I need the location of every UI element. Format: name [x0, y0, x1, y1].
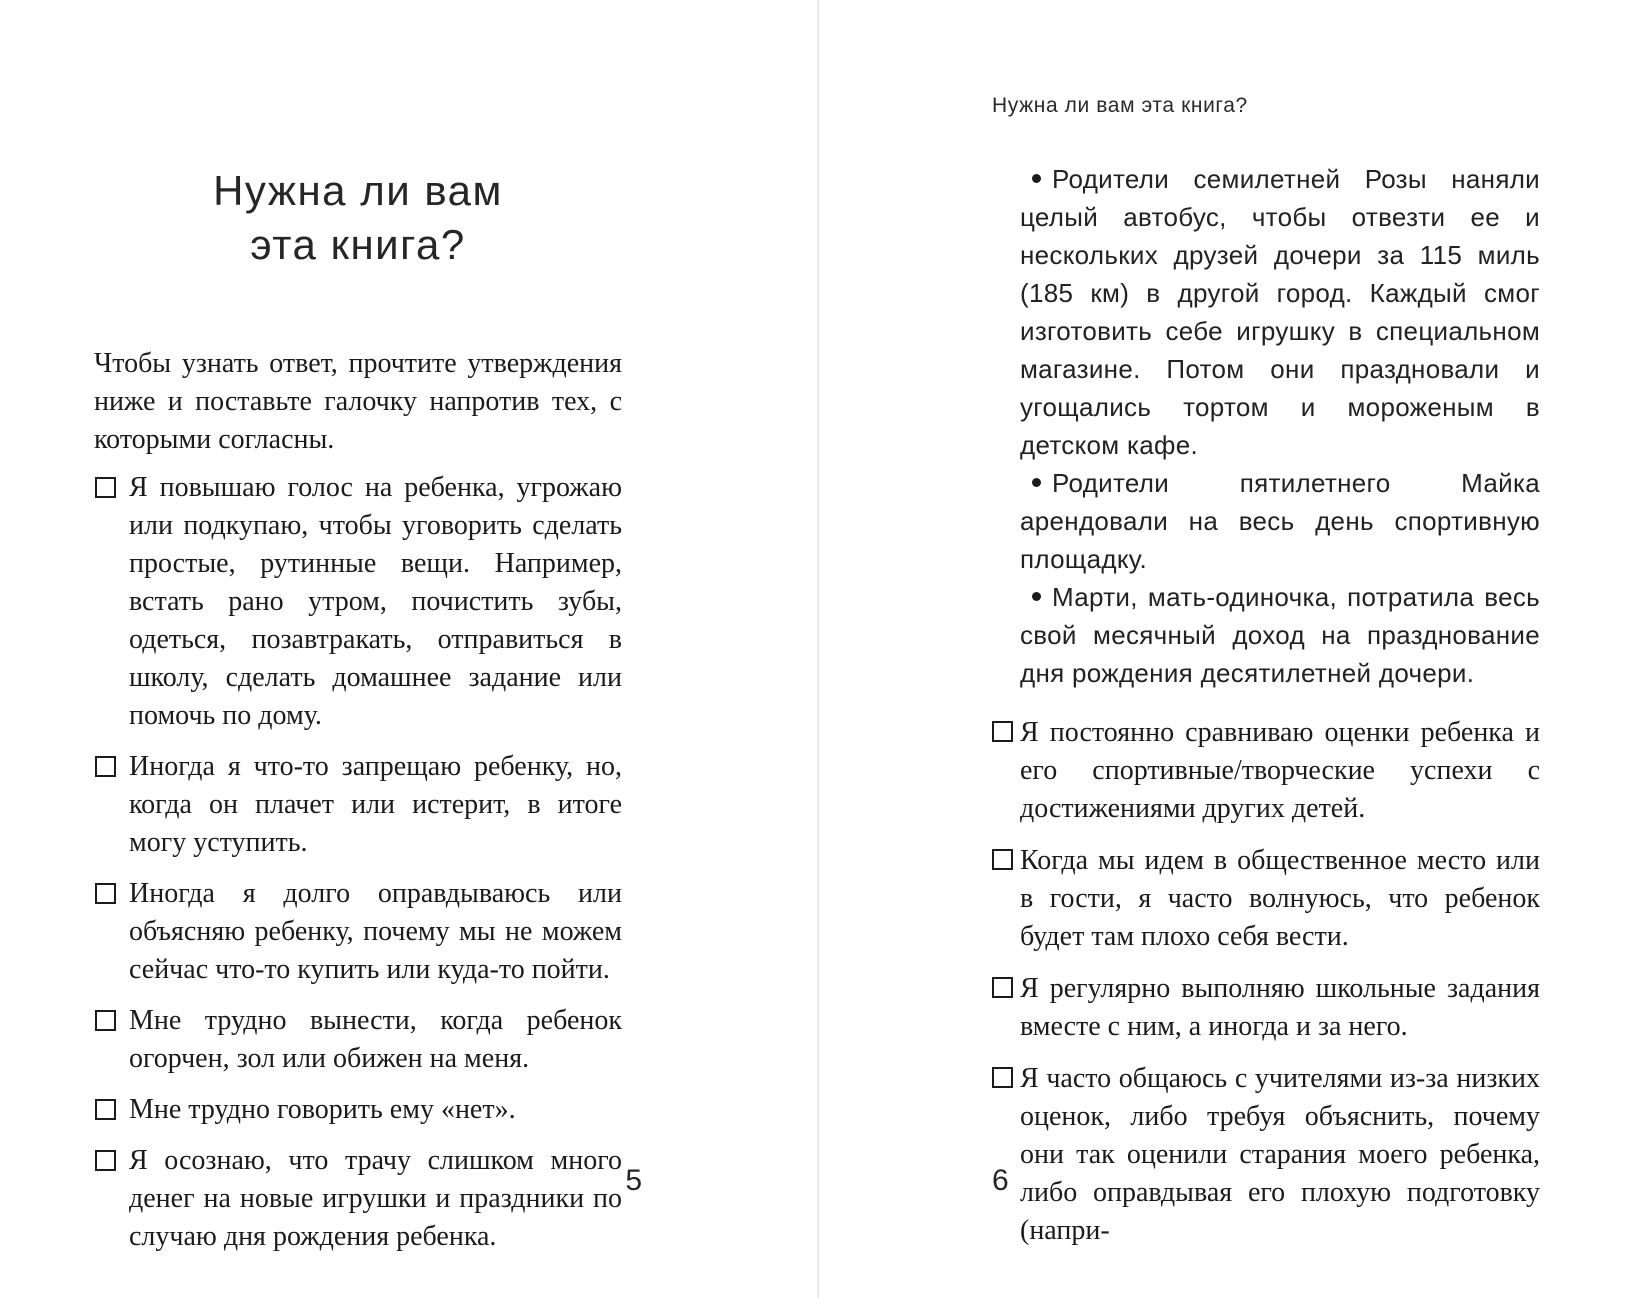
checklist-item	[94, 1002, 622, 1078]
bullet-item	[992, 160, 1540, 464]
checklist-item	[94, 1091, 622, 1129]
bullet-icon	[1032, 478, 1041, 487]
checkbox-icon	[95, 756, 116, 777]
running-header: Нужна ли вам эта книга?	[992, 94, 1248, 117]
checklist-item-text: Иногда я что-то запрещаю ребенку, но, когда он плачет или истерит, в итоге могу уступить.	[129, 751, 622, 858]
intro-paragraph: Чтобы узнать ответ, прочтите утверждения ниже и поставьте галочку напротив тех, с которыми согласны.	[94, 348, 622, 455]
checklist-item	[94, 469, 622, 735]
checkbox-icon	[992, 1067, 1013, 1088]
checklist-item-text: Когда мы идем в общественное место или в гости, я часто волнуюсь, что ребенок будет там плохо себя вести.	[1020, 845, 1540, 952]
checkbox-icon	[992, 721, 1013, 742]
checklist-item	[94, 1142, 622, 1256]
bullet-item	[992, 578, 1540, 692]
bullet-icon	[1032, 592, 1041, 601]
bullet-item-text: Марти, мать-одиночка, потратила весь свой месячный доход на празднование дня рождения десятилетней дочери.	[1020, 582, 1540, 688]
checklist-item-text: Я повышаю голос на ребенка, угрожаю или подкупаю, чтобы уговорить сделать простые, рутинные вещи. Например, встать рано утром, почистить зубы, одеться, позавтракать, отправиться в школу, сделать домашнее задание или помочь по дому.	[129, 472, 622, 731]
right-text-column	[992, 0, 1540, 1264]
checklist-item	[992, 970, 1540, 1046]
bullet-icon	[1032, 174, 1041, 183]
checklist-item	[94, 748, 622, 862]
checklist-left	[94, 469, 622, 1256]
bullet-item-text: Родители семилетней Розы наняли целый автобус, чтобы отвезти ее и нескольких друзей дочери за 115 миль (185 км) в другой город. Каждый смог изготовить себе игрушку в специальном магазине. Потом они праздновали и угощались тортом и мороженым в детском кафе.	[1020, 164, 1540, 460]
bullet-item-text: Родители пятилетнего Майка арендовали на весь день спортивную площадку.	[1020, 468, 1540, 574]
left-text-column	[94, 0, 622, 1269]
page-number-left: 5	[625, 1164, 642, 1197]
checklist-item-text: Мне трудно вынести, когда ребенок огорчен, зол или обижен на меня.	[129, 1005, 622, 1074]
checklist-item-text: Иногда я долго оправдываюсь или объясняю ребенку, почему мы не можем сейчас что-то купить или куда-то пойти.	[129, 878, 622, 985]
checklist-item	[992, 1060, 1540, 1250]
bullet-item	[992, 464, 1540, 578]
checklist-item-text: Я часто общаюсь с учителями из-за низких оценок, либо требуя объяснить, почему они так оценили старания моего ребенка, либо оправдывая его плохую подготовку (напри-	[1020, 1063, 1540, 1246]
page-right	[819, 0, 1638, 1298]
checklist-item-text: Мне трудно говорить ему «нет».	[129, 1094, 516, 1125]
bullet-list	[992, 160, 1540, 692]
checkbox-icon	[95, 1010, 116, 1031]
page-left	[0, 0, 817, 1298]
checklist-item-text: Я постоянно сравниваю оценки ребенка и его спортивные/творческие успехи с достижениями других детей.	[1020, 717, 1540, 824]
checkbox-icon	[95, 1099, 116, 1120]
checkbox-icon	[992, 977, 1013, 998]
chapter-title-line-2: эта книга?	[250, 221, 466, 268]
page-number-right: 6	[992, 1164, 1009, 1197]
chapter-title-line-1: Нужна ли вам	[213, 167, 503, 214]
checklist-item	[992, 842, 1540, 956]
checkbox-icon	[95, 477, 116, 498]
checklist-item-text: Я осознаю, что трачу слишком много денег на новые игрушки и праздники по случаю дня рождения ребенка.	[129, 1145, 622, 1252]
checkbox-icon	[95, 883, 116, 904]
checkbox-icon	[992, 849, 1013, 870]
checklist-item	[94, 875, 622, 989]
checklist-item	[992, 714, 1540, 828]
checklist-item-text: Я регулярно выполняю школьные задания вместе с ним, а иногда и за него.	[1020, 973, 1540, 1042]
